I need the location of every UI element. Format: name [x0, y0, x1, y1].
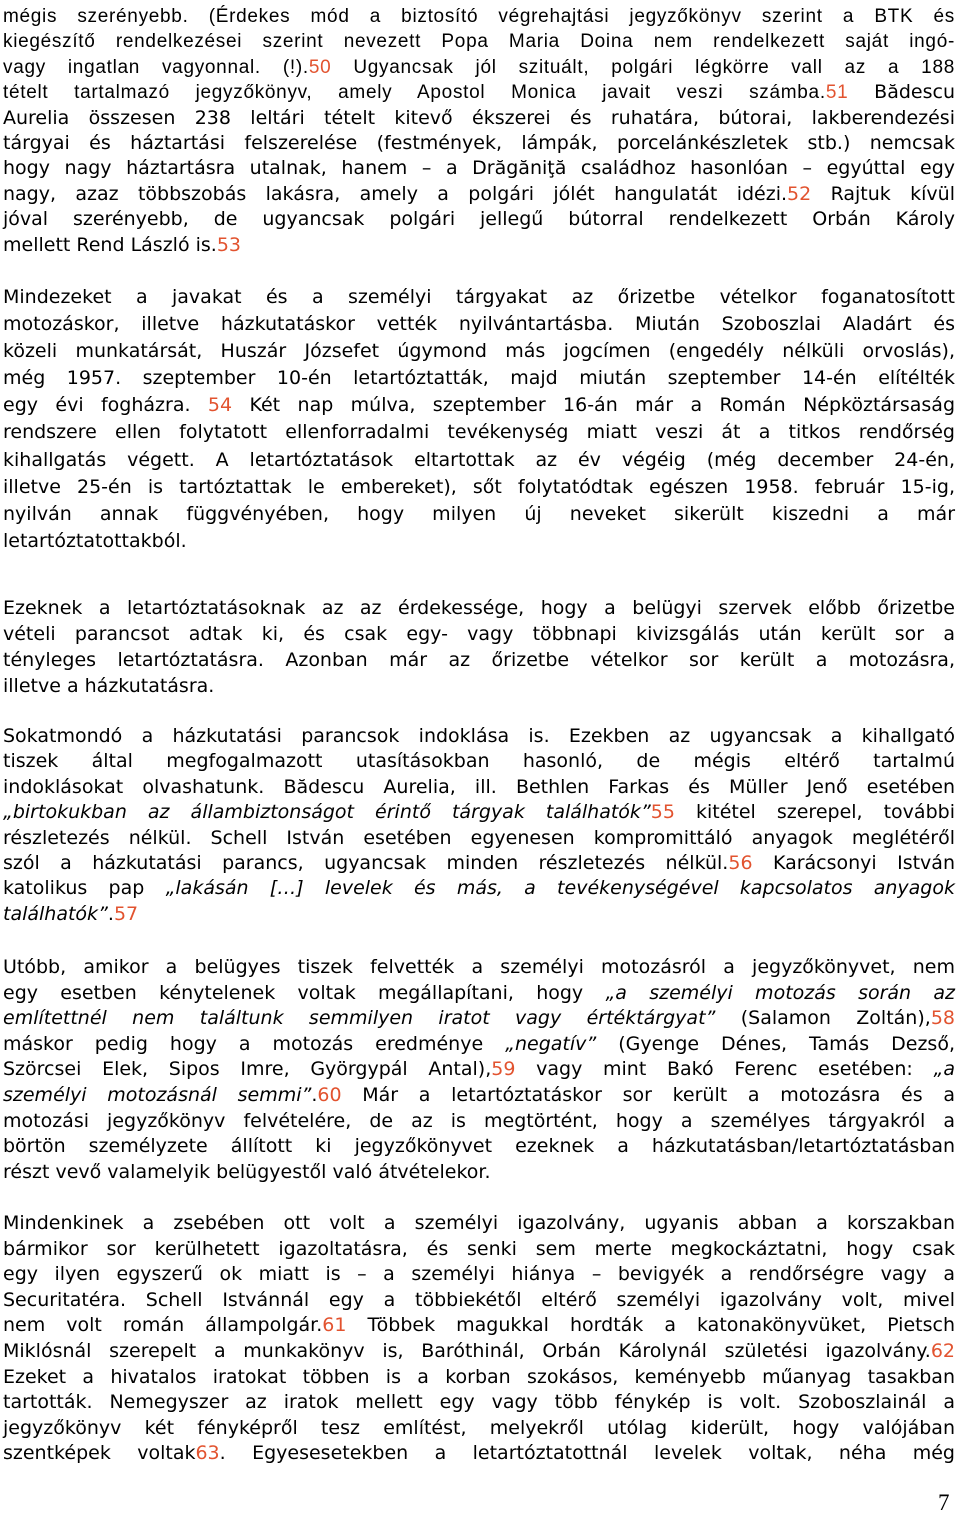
text-run: tárgyai és háztartási felszerelése (festmények, lámpák, porcelánkészletek stb.) nemcsak [3, 131, 955, 154]
footnote-ref[interactable]: 52 [787, 182, 812, 205]
text-line [3, 392, 955, 419]
text-line [3, 724, 955, 749]
text-run: hogy nagy háztartásra utalnak, hanem – a Drăgăniţă családhoz hasonlóan – egyúttal egy [3, 157, 955, 180]
paragraph [3, 1211, 955, 1467]
text-line [3, 55, 955, 80]
text-line-content [3, 1057, 955, 1083]
text-line-content [3, 826, 955, 851]
text-line-content [3, 1262, 955, 1288]
text-run: Bădescu [848, 81, 955, 104]
text-line [3, 826, 955, 851]
text-line-content [3, 311, 955, 338]
text-run: Utóbb, amikor a belügyes tiszek felvették a személyi motozásról a jegyzőkönyvet, nem [3, 956, 955, 978]
text-run: . [311, 1083, 318, 1106]
text-line-content [3, 1237, 955, 1263]
text-line [3, 851, 955, 876]
text-line [3, 474, 955, 501]
text-line [3, 501, 955, 528]
text-line [3, 1390, 955, 1416]
italic-quote: említettnél nem találtunk semmilyen iratot vagy értéktárgyat” [3, 1007, 716, 1030]
text-line-content [3, 955, 955, 981]
footnote-ref[interactable]: 63 [195, 1442, 220, 1465]
text-line-content [3, 419, 955, 446]
paragraph [3, 955, 955, 1185]
text-line [3, 1416, 955, 1442]
text-line-content [3, 1339, 955, 1365]
text-run: szól a házkutatási parancs, ugyancsak minden részletezés nélkül. [3, 851, 729, 874]
text-line-content [3, 182, 955, 207]
footnote-ref[interactable]: 59 [491, 1058, 516, 1081]
text-line [3, 156, 955, 181]
text-run: jegyzőkönyv két fényképről tesz említést, melyekről utólag kiderült, hogy valójában [3, 1416, 955, 1439]
text-line [3, 1083, 955, 1109]
text-run: tételt tartalmazó jegyzőkönyv, amely Apostol Monica javait veszi számba. [3, 82, 826, 104]
text-line [3, 207, 955, 232]
text-run: Ugyancsak jól szituált, polgári légkörre vall az a 188 [331, 56, 955, 78]
text-line [3, 4, 955, 29]
text-line [3, 955, 955, 981]
text-run: (Salamon Zoltán), [715, 1007, 931, 1030]
italic-quote: „negatív” [505, 1032, 597, 1055]
text-line-content [3, 673, 214, 699]
text-line-content [3, 1390, 955, 1416]
text-run: Mindezeket a javakat és a személyi tárgyakat az őrizetbe vételkor foganatosított [3, 286, 955, 308]
text-line [3, 1134, 955, 1160]
text-run: illetve 25-én is tartóztattak le embereket), sőt folytatódtak egészen 1958. február 15-ig, [3, 475, 955, 498]
text-line-content [3, 621, 955, 647]
text-line [3, 80, 955, 105]
text-run: motozási jegyzőkönyv felvételére, de az is megtörtént, hogy a személyes tárgyakról a [3, 1109, 955, 1132]
text-line-content [3, 207, 955, 232]
footnote-ref[interactable]: 53 [216, 233, 242, 256]
text-line [3, 311, 955, 338]
text-line [3, 29, 955, 54]
text-run: egy esetben kénytelenek voltak megállapítani, hogy [3, 981, 606, 1004]
text-run: Szörcsei Elek, Sipos Imre, Györgypál Antal), [3, 1058, 492, 1081]
paragraph [3, 284, 955, 555]
text-run: börtön személyzete állított ki jegyzőkönyvet ezeknek a házkutatásban/letartóztatásban [3, 1135, 955, 1158]
italic-quote: személyi motozásnál semmi” [3, 1083, 312, 1106]
text-line-content [3, 1109, 955, 1135]
text-line-content [3, 851, 955, 876]
text-line [3, 365, 955, 392]
text-run: vagy mint Bakó Ferenc esetében: [515, 1058, 934, 1081]
text-line-content [3, 749, 955, 774]
text-line-content [3, 4, 955, 29]
footnote-ref[interactable]: 54 [207, 394, 233, 417]
text-line [3, 595, 955, 621]
text-line [3, 1441, 955, 1467]
text-line-content [3, 338, 955, 365]
text-line [3, 647, 955, 673]
text-run: egy ilyen egyszerű ok miatt is – a személyi hiánya – bevigyék a rendőrségre vagy a [3, 1263, 955, 1286]
text-line-content [3, 284, 955, 311]
italic-quote: „lakásán […] levelek és más, a tevékenységével kapcsolatos anyagok [165, 877, 955, 900]
text-run: részletezés nélkül. Schell István esetében egyenesen kompromittáló anyagok meglétéről [3, 826, 955, 849]
text-run: egy évi fogházra. [3, 394, 208, 417]
text-run: még 1957. szeptember 10-én letartóztatták, majd miután szeptember 14-én elítélték [3, 367, 955, 390]
italic-quote: „birtokukban az állambiztonságot érintő tárgyak találhatók” [3, 801, 651, 824]
text-line [3, 673, 955, 699]
text-line-content [3, 1416, 955, 1442]
text-run: nagy, azaz többszobás lakásra, amely a polgári jólét hangulatát idézi. [3, 182, 788, 205]
text-run: tényleges letartóztatásra. Azonban már az őrizetbe vételkor sor került a motozásra, [3, 649, 955, 671]
text-run: Ezeknek a letartóztatásoknak az az érdekessége, hogy a belügyi szervek előbb őrizetbe [3, 597, 955, 619]
text-line [3, 1057, 955, 1083]
text-line-content [3, 156, 955, 181]
text-line-content [3, 1441, 955, 1467]
text-line-content [3, 501, 955, 528]
text-line [3, 528, 955, 555]
text-line [3, 1262, 955, 1288]
text-line-content [3, 1134, 955, 1160]
text-line [3, 182, 955, 207]
text-line-content [3, 55, 955, 80]
text-run: jóval szerényebb, de ugyancsak polgári jellegű bútorral rendelkezett Orbán Károly [3, 208, 955, 231]
footnote-ref[interactable]: 57 [113, 902, 139, 925]
text-run: Rajtuk kívül [811, 182, 955, 205]
footnote-ref[interactable]: 61 [322, 1314, 347, 1337]
text-run: mellett Rend László is. [3, 233, 217, 256]
text-line-content [3, 647, 955, 673]
footnote-ref[interactable]: 50 [308, 56, 332, 78]
text-line-content [3, 106, 955, 131]
text-run: Aurelia összesen 238 leltári tételt kitevő ékszerei és ruhatára, bútorai, lakberendezési [3, 106, 955, 129]
text-line-content [3, 800, 955, 825]
paragraph [3, 724, 955, 927]
text-line [3, 1365, 955, 1391]
text-run: indoklásokat olvashatunk. Bădescu Aurelia, ill. Bethlen Farkas és Müller Jenő esetében [3, 775, 955, 798]
text-run: katolikus pap [3, 877, 166, 900]
text-run: mégis szerényebb. (Érdekes mód a biztosító végrehajtási jegyzőkönyv szerint a BTK és [3, 6, 955, 27]
text-run: tiszek által megfogalmazott utasításokban hasonló, de mégis eltérő tartalmú [3, 750, 955, 773]
text-run: . Egyesesetekben a letartóztatottnál levelek voltak, néha még [219, 1442, 955, 1465]
footnote-ref[interactable]: 58 [930, 1007, 955, 1030]
paragraph [3, 595, 955, 699]
text-run: Karácsonyi István [752, 851, 955, 874]
text-line [3, 749, 955, 774]
text-line-content [3, 447, 955, 474]
text-line [3, 1288, 955, 1314]
text-line-content [3, 1006, 955, 1032]
text-line-content [3, 80, 955, 105]
text-run: nem volt román állampolgár. [3, 1314, 323, 1337]
text-run: Két nap múlva, szeptember 16-án már a Román Népköztársaság [232, 394, 955, 417]
text-line-content [3, 1288, 955, 1314]
text-line [3, 1006, 955, 1032]
text-line-content [3, 595, 955, 621]
italic-quote: „a személyi motozás során az [605, 981, 955, 1004]
text-line [3, 981, 955, 1007]
text-line [3, 1237, 955, 1263]
footnote-ref[interactable]: 60 [317, 1083, 342, 1106]
text-run: tartották. Nemegyszer az iratok mellett egy vagy több fénykép is volt. Szoboszlainál a [3, 1391, 955, 1414]
text-line-content [3, 392, 955, 419]
text-line [3, 621, 955, 647]
text-line-content [3, 724, 955, 749]
text-line [3, 1313, 955, 1339]
text-run: közeli munkatársát, Huszár Józsefet úgymond más jogcímen (engedély nélküli orvoslás), [3, 340, 955, 363]
text-run: Már a letartóztatáskor sor került a motozásra és a [341, 1083, 955, 1106]
text-run: (Gyenge Dénes, Tamás Dezső, [596, 1032, 955, 1055]
text-line-content [3, 131, 955, 156]
text-run: szentképek voltak [3, 1442, 196, 1465]
text-line-content [3, 1211, 955, 1237]
italic-quote: találhatók” [3, 902, 108, 925]
footnote-ref[interactable]: 62 [930, 1339, 955, 1362]
page-number: 7 [938, 1490, 950, 1515]
text-line-content [3, 365, 955, 392]
text-line-content [3, 1032, 955, 1058]
text-line [3, 1109, 955, 1135]
text-run: Sokatmondó a házkutatási parancsok indoklása is. Ezekben az ugyancsak a kihallgató [3, 725, 955, 747]
text-line-content [3, 981, 955, 1007]
text-run: kiegészítő rendelkezései szerint nevezett Popa Maria Doina nem rendelkezett saját ingó- [3, 31, 955, 53]
text-line [3, 1339, 955, 1365]
text-run: motozáskor, illetve házkutatáskor vették nyilvántartásba. Miután Szoboszlai Aladárt és [3, 313, 955, 336]
text-run: nyilván annak függvényében, hogy milyen új neveket sikerült kiszedni a már [3, 502, 955, 525]
text-line-content [3, 1365, 955, 1391]
text-line [3, 447, 955, 474]
text-run: kihallgatás végett. A letartóztatások eltartottak az év végéig (még december 24-én, [3, 448, 955, 471]
text-run: Ezeket a hivatalos iratokat többen is a korban szokásos, keményebb műanyag tasakban [3, 1365, 955, 1388]
text-run: rendszere ellen folytatott ellenforradalmi tevékenység miatt veszi át a titkos rendőrség [3, 421, 955, 444]
text-run: részt vevő valamelyik belügyestől való átvételekor. [3, 1160, 491, 1183]
text-line [3, 800, 955, 825]
text-line [3, 1160, 955, 1186]
text-run: Miklósnál szerepelt a munkakönyv is, Baróthinál, Orbán Károlynál születési igazolvány. [3, 1339, 931, 1362]
text-line-content [3, 775, 955, 800]
text-run: illetve a házkutatásra. [3, 675, 215, 697]
text-line [3, 419, 955, 446]
text-run: Többek magukkal hordták a katonakönyvüket, Pietsch [346, 1314, 955, 1337]
text-line-content [3, 474, 955, 501]
text-line [3, 902, 955, 927]
text-line-content [3, 876, 955, 901]
text-run: Securitatéra. Schell Istvánnál egy a többiekétől eltérő személyi igazolvány volt, mivel [3, 1288, 955, 1311]
text-run: . [107, 902, 114, 925]
text-line [3, 1211, 955, 1237]
footnote-ref[interactable]: 55 [650, 801, 675, 824]
text-line-content [3, 1083, 955, 1109]
paragraph [3, 4, 955, 258]
text-line [3, 233, 955, 258]
text-run: kitétel szerepel, további [674, 801, 955, 824]
text-line [3, 876, 955, 901]
text-line-content [3, 233, 241, 258]
text-run: vételi parancsot adtak ki, és csak egy- vagy többnapi kivizsgálás után került sor a [3, 623, 955, 645]
text-line-content [3, 29, 955, 54]
footnote-ref[interactable]: 51 [825, 82, 849, 104]
footnote-ref[interactable]: 56 [728, 851, 753, 874]
text-line [3, 338, 955, 365]
text-line-content [3, 1313, 955, 1339]
text-line-content [3, 1160, 491, 1186]
text-run: letartóztatottakból. [3, 529, 187, 552]
text-line-content [3, 902, 138, 927]
text-run: máskor pedig hogy a motozás eredménye [3, 1032, 506, 1055]
text-line-content [3, 528, 187, 555]
text-run: vagy ingatlan vagyonnal. (!). [3, 56, 309, 78]
text-line [3, 775, 955, 800]
italic-quote: „a [933, 1058, 955, 1081]
text-line [3, 1032, 955, 1058]
text-line [3, 106, 955, 131]
text-run: Mindenkinek a zsebében ott volt a személyi igazolvány, ugyanis abban a korszakban [3, 1212, 955, 1234]
text-run: bármikor sor kerülhetett igazoltatásra, és senki sem merte megkockáztatni, hogy csak [3, 1237, 955, 1260]
text-line [3, 131, 955, 156]
text-line [3, 284, 955, 311]
